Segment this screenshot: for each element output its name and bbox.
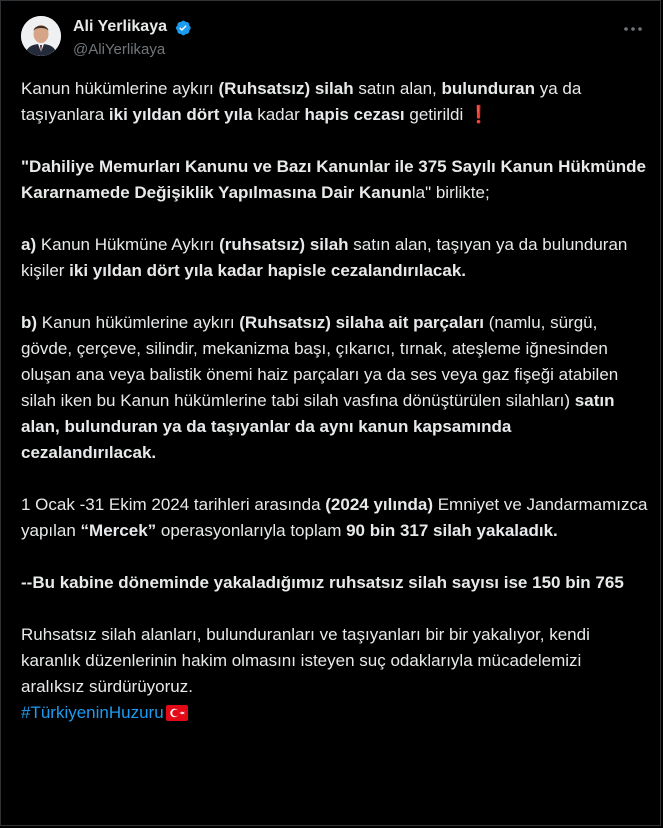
paragraph-6 [21, 570, 649, 596]
user-avatar-icon [21, 16, 61, 56]
avatar[interactable] [21, 16, 61, 56]
bold-text: (Ruhsatsız) silaha ait parçaları [239, 313, 484, 332]
text: satın alan, taşıyan ya da bulunduran kişiler [21, 235, 628, 280]
bold-text: iki yıldan dört yıla kadar hapisle cezalandırılacak. [69, 261, 467, 280]
bold-text: 90 bin 317 silah yakaladık. [346, 521, 558, 540]
bold-text: "Dahiliye Memurları Kanunu ve Bazı Kanunlar ile 375 Sayılı Kanun Hükmünde Kararnamede Değişiklik Yapılmasına Dair Kanun [21, 157, 646, 202]
text: satın alan, [353, 79, 442, 98]
hashtag-link[interactable]: #TürkiyeninHuzuru [21, 703, 164, 722]
bold-text: bulunduran [441, 79, 535, 98]
text: Kanun hükümlerine aykırı [21, 79, 219, 98]
text: Kanun Hükmüne Aykırı [36, 235, 220, 254]
bold-text: b) [21, 313, 38, 332]
bold-text: iki yıldan dört yıla [108, 105, 253, 124]
text: la" birlikte; [411, 183, 490, 202]
text: operasyonlarıyla toplam [156, 521, 347, 540]
text: Kanun hükümlerine aykırı [37, 313, 240, 332]
paragraph-7 [21, 622, 649, 726]
text: ya da taşıyanlara [21, 79, 582, 124]
bold-text: “Mercek” [80, 521, 157, 540]
tweet-text [21, 76, 649, 726]
turkey-flag-icon [166, 705, 188, 721]
bold-text: --Bu kabine döneminde yakaladığımız ruhsatsız silah sayısı ise 150 bin 765 [21, 573, 624, 592]
exclamation-emoji: ❗ [467, 105, 490, 124]
text: kadar [252, 105, 305, 124]
text: getirildi [404, 105, 468, 124]
author-name[interactable]: Ali Yerlikaya [73, 18, 167, 35]
more-horizontal-icon[interactable] [621, 19, 645, 39]
paragraph-1 [21, 76, 649, 128]
bold-text: (2024 yılında) [325, 495, 433, 514]
paragraph-3 [21, 232, 649, 284]
text: (namlu, sürgü, gövde, çerçeve, silindir, mekanizma başı, çıkarıcı, tırnak, ateşleme iğnesinden oluşan ana veya balistik önemi haiz parçaları ya da ses veya gaz fişeği atabilen silah iken bu Kanun hükümlerine tabi silah vasfına dönüştürülen silahları) [21, 313, 619, 410]
bold-text: satın alan, bulunduran ya da taşıyanlar da aynı kanun kapsamında cezalandırılacak. [21, 391, 615, 462]
bold-text: (ruhsatsız) silah [219, 235, 349, 254]
bold-text: a) [21, 235, 37, 254]
bold-text: (Ruhsatsız) silah [218, 79, 354, 98]
text: Emniyet ve Jandarmamızca yapılan [21, 495, 648, 540]
author-handle[interactable]: @AliYerlikaya [73, 41, 166, 58]
verified-badge-icon [174, 19, 192, 37]
bold-text: hapis cezası [304, 105, 405, 124]
paragraph-5 [21, 492, 649, 544]
paragraph-2 [21, 154, 649, 206]
paragraph-4 [21, 310, 649, 466]
text: 1 Ocak -31 Ekim 2024 tarihleri arasında [21, 495, 326, 514]
text: Ruhsatsız silah alanları, bulunduranları ve taşıyanları bir bir yakalıyor, kendi karanlık düzenlerinin hakim olmasını isteyen suç odaklarıyla mücadelemizi aralıksız sürdürüyoruz. [21, 625, 590, 696]
